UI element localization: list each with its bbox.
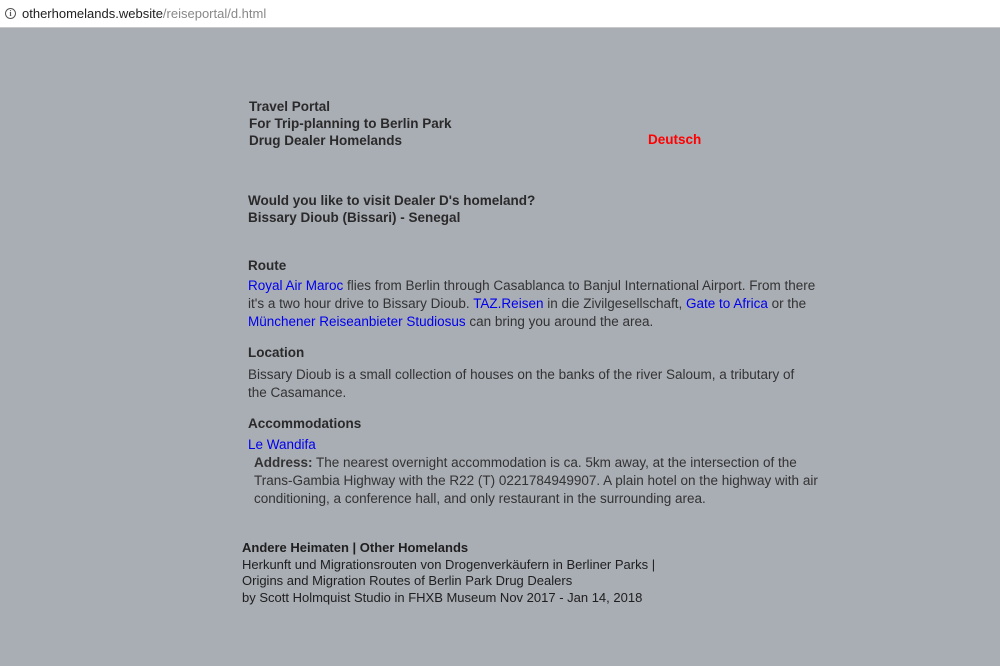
route-text-2: in die Zivilgesellschaft, bbox=[543, 296, 687, 311]
accommodations-heading: Accommodations bbox=[248, 416, 362, 431]
address-label: Address: bbox=[254, 455, 313, 470]
site-title-line3: Drug Dealer Homelands bbox=[249, 133, 403, 148]
intro-place: Bissary Dioub (Bissari) - Senegal bbox=[248, 210, 461, 225]
info-icon[interactable]: i bbox=[5, 8, 16, 19]
site-title-line1: Travel Portal bbox=[249, 99, 331, 114]
site-title-block bbox=[249, 98, 452, 149]
footer-line-1: Herkunft und Migrationsrouten von Drogenverkäufern in Berliner Parks | bbox=[242, 556, 656, 572]
url-text[interactable] bbox=[22, 6, 266, 22]
language-link-deutsch[interactable]: Deutsch bbox=[648, 132, 702, 147]
route-text-4: can bring you around the area. bbox=[465, 314, 654, 329]
route-text-1: flies from Berlin through Casablanca to Banjul International Airport. From there it's a two hour drive to Bissary Dioub. bbox=[248, 278, 816, 311]
studiosus-link[interactable]: Münchener Reiseanbieter Studiosus bbox=[248, 314, 466, 329]
footer-title: Andere Heimaten | Other Homelands bbox=[242, 540, 469, 555]
url-path: /reiseportal/d.html bbox=[162, 6, 267, 21]
footer bbox=[242, 540, 655, 606]
royal-air-maroc-link[interactable]: Royal Air Maroc bbox=[248, 278, 344, 293]
hotel-entry bbox=[248, 436, 316, 454]
gate-to-africa-link[interactable]: Gate to Africa bbox=[686, 296, 768, 311]
location-heading: Location bbox=[248, 345, 305, 360]
address-bar[interactable] bbox=[0, 0, 1000, 28]
site-title-line2: For Trip-planning to Berlin Park bbox=[249, 116, 452, 131]
hotel-address bbox=[254, 454, 824, 508]
footer-line-2: Origins and Migration Routes of Berlin Park Drug Dealers bbox=[242, 573, 573, 588]
taz-reisen-link[interactable]: TAZ.Reisen bbox=[473, 296, 544, 311]
le-wandifa-link[interactable]: Le Wandifa bbox=[248, 437, 316, 452]
footer-line-3: by Scott Holmquist Studio in FHXB Museum Nov 2017 - Jan 14, 2018 bbox=[242, 589, 643, 605]
url-host: otherhomelands.website bbox=[22, 6, 163, 21]
address-text: The nearest overnight accommodation is ca. 5km away, at the intersection of the Trans-Gambia Highway with the R22 (T) 0221784949907. A plain hotel on the highway with air conditioning, a conference hall, and only restaurant in the surrounding area. bbox=[254, 455, 818, 506]
route-heading: Route bbox=[248, 258, 287, 273]
route-text-3: or the bbox=[767, 296, 807, 311]
intro-question: Would you like to visit Dealer D's homeland? bbox=[248, 193, 536, 208]
location-paragraph: Bissary Dioub is a small collection of houses on the banks of the river Saloum, a tributary of the Casamance. bbox=[248, 367, 795, 400]
intro-block bbox=[248, 192, 535, 226]
route-paragraph bbox=[248, 277, 818, 331]
